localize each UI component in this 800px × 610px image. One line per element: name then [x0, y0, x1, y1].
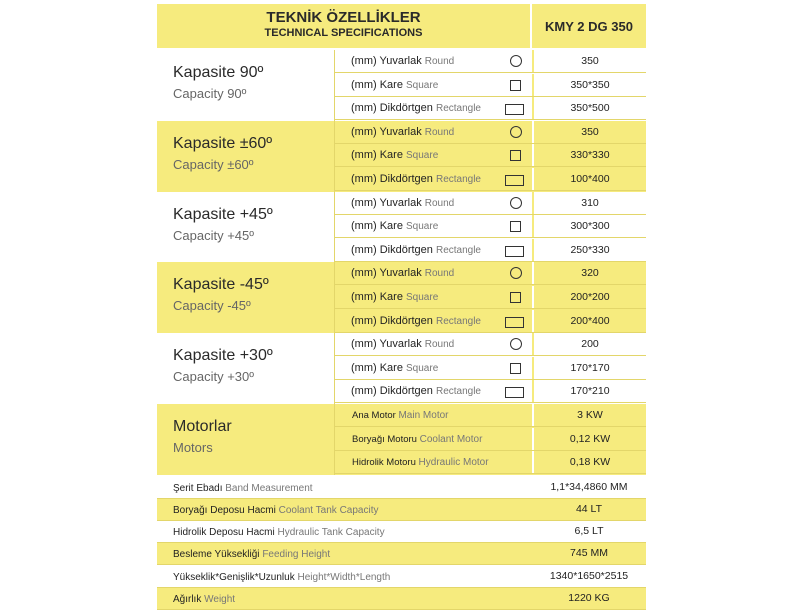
row-value: 0,18 KW — [532, 451, 646, 473]
row-label-en: Square — [406, 221, 439, 233]
row-label-en: Coolant Motor — [419, 433, 483, 445]
row-label-en: Hydraulic Motor — [418, 457, 489, 469]
row-label-en: Height*Width*Length — [297, 571, 391, 583]
circle-shape-icon — [510, 126, 522, 138]
row-value: 1,1*34,4860 MM — [550, 480, 628, 493]
row-label — [351, 173, 481, 185]
row-label-en: Round — [424, 126, 455, 138]
row-label-tr: (mm) Yuvarlak — [351, 125, 422, 138]
row-label — [352, 410, 448, 421]
spec-row — [335, 239, 646, 262]
row-label — [351, 126, 454, 138]
group-label-tr: Kapasite +45º — [173, 205, 273, 223]
row-label-tr: (mm) Yuvarlak — [351, 55, 422, 67]
group-label — [157, 333, 335, 404]
row-value: 350*350 — [532, 74, 646, 96]
group-label-tr: Kapasite 90º — [173, 64, 264, 81]
spec-row — [335, 50, 646, 73]
row-label — [351, 55, 454, 67]
row-value: 350*500 — [532, 97, 646, 119]
row-label — [351, 79, 438, 91]
row-value: 170*170 — [532, 357, 646, 379]
group-label-tr: Kapasite -45º — [173, 276, 269, 294]
spec-row — [335, 286, 646, 309]
circle-shape-icon — [510, 338, 522, 350]
row-label — [173, 549, 330, 560]
group-label-tr: Kapasite +30º — [173, 347, 273, 365]
row-label-en: Round — [424, 56, 455, 67]
circle-shape-icon — [510, 267, 522, 279]
group-label — [157, 121, 335, 192]
model-header — [532, 4, 646, 48]
row-label-tr: Hidrolik Deposu Hacmi — [173, 527, 275, 539]
row-label — [351, 267, 454, 279]
spec-row — [335, 310, 646, 333]
row-label-tr: (mm) Kare — [351, 361, 403, 374]
row-label-en: Weight — [204, 593, 236, 605]
spec-sheet — [157, 4, 646, 605]
spec-row — [157, 521, 646, 543]
row-label-en: Round — [424, 268, 455, 280]
row-label-en: Coolant Tank Capacity — [278, 505, 379, 516]
row-label-en: Rectangle — [435, 386, 481, 398]
circle-shape-icon — [510, 197, 522, 209]
square-shape-icon — [510, 150, 521, 161]
spec-row — [335, 428, 646, 451]
spec-row — [335, 192, 646, 215]
spec-row — [157, 477, 646, 499]
group-label — [157, 262, 335, 333]
row-label — [173, 594, 235, 605]
spec-row — [335, 168, 646, 191]
row-label — [351, 197, 454, 209]
row-value: 200 — [532, 333, 646, 355]
square-shape-icon — [510, 221, 521, 232]
row-label — [351, 315, 481, 327]
spec-row — [157, 566, 646, 588]
row-value: 350 — [532, 121, 646, 143]
group-label — [157, 404, 335, 475]
group-label-en: Capacity 90º — [173, 86, 247, 101]
row-label — [173, 505, 378, 516]
row-value: 310 — [532, 192, 646, 214]
row-label-en: Rectangle — [435, 103, 481, 115]
row-label-tr: Boryağı Motoru — [352, 433, 417, 445]
row-label-tr: (mm) Yuvarlak — [351, 267, 422, 280]
row-value: 170*210 — [532, 380, 646, 402]
group-label-tr: Kapasite ±60º — [173, 134, 273, 152]
spec-row — [335, 333, 646, 356]
row-label-tr: Şerit Ebadı — [173, 482, 223, 494]
square-shape-icon — [510, 363, 521, 374]
row-label — [352, 434, 482, 445]
row-label — [351, 291, 438, 303]
spec-row — [335, 97, 646, 120]
row-label-tr: (mm) Kare — [351, 220, 403, 233]
group-label — [157, 50, 335, 121]
row-label-tr: (mm) Dikdörtgen — [351, 102, 433, 115]
header-title-en: TECHNICAL SPECIFICATIONS — [264, 27, 423, 39]
row-label — [352, 457, 489, 468]
row-value: 0,12 KW — [532, 428, 646, 450]
row-label-en: Rectangle — [435, 315, 481, 327]
spec-row — [335, 144, 646, 167]
spec-group — [157, 192, 646, 263]
row-label-tr: (mm) Dikdörtgen — [351, 172, 433, 185]
group-label-en: Capacity -45º — [173, 298, 251, 314]
row-label — [351, 149, 438, 161]
row-label-en: Rectangle — [435, 244, 481, 256]
row-label-en: Rectangle — [435, 173, 481, 185]
row-label-tr: Boryağı Deposu Hacmi — [173, 505, 276, 516]
row-label-tr: (mm) Kare — [351, 290, 403, 303]
group-label — [157, 192, 335, 263]
spec-row — [335, 121, 646, 144]
row-label-en: Round — [424, 339, 455, 351]
sheet-header — [157, 4, 530, 48]
row-label-tr: (mm) Dikdörtgen — [351, 314, 433, 327]
row-label-tr: Ana Motor — [352, 410, 396, 421]
row-value: 745 MM — [570, 547, 608, 560]
rect-shape-icon — [505, 246, 524, 257]
spec-group — [157, 50, 646, 121]
group-label-tr: Motorlar — [173, 418, 232, 435]
row-label-en: Square — [406, 79, 439, 91]
row-label — [351, 385, 481, 397]
row-value: 100*400 — [532, 168, 646, 190]
spec-row — [335, 404, 646, 427]
row-label-en: Square — [406, 291, 439, 303]
row-value: 320 — [532, 262, 646, 284]
row-label — [351, 338, 454, 350]
row-label-en: Hydraulic Tank Capacity — [277, 527, 385, 539]
row-label-tr: (mm) Dikdörtgen — [351, 385, 433, 398]
rect-shape-icon — [505, 387, 524, 398]
spec-row — [157, 588, 646, 610]
rect-shape-icon — [505, 104, 524, 115]
spec-group — [157, 404, 646, 475]
spec-group — [157, 262, 646, 333]
row-label-en: Feeding Height — [262, 549, 331, 561]
row-value: 300*300 — [532, 215, 646, 237]
row-label-tr: (mm) Kare — [351, 78, 403, 91]
model-name: KMY 2 DG 350 — [545, 18, 633, 34]
row-label-en: Square — [406, 150, 439, 162]
row-value: 200*400 — [532, 310, 646, 332]
row-value: 1340*1650*2515 — [549, 569, 629, 582]
row-value: 250*330 — [532, 239, 646, 261]
circle-shape-icon — [510, 55, 522, 67]
row-label-tr: (mm) Kare — [351, 149, 403, 162]
row-value: 330*330 — [532, 144, 646, 166]
spec-row — [335, 357, 646, 380]
row-label — [351, 220, 438, 232]
spec-row — [335, 262, 646, 285]
row-label-tr: (mm) Dikdörtgen — [351, 243, 433, 256]
row-value: 350 — [532, 50, 646, 72]
row-label-tr: (mm) Yuvarlak — [351, 338, 422, 351]
row-label-tr: Ağırlık — [173, 593, 202, 605]
group-label-en: Capacity +45º — [173, 227, 254, 243]
row-value: 6,5 LT — [574, 525, 604, 538]
row-label — [351, 362, 438, 374]
row-value: 44 LT — [575, 503, 603, 515]
header-title-tr: TEKNİK ÖZELLİKLER — [266, 9, 421, 26]
row-label-tr: Besleme Yüksekliği — [173, 549, 260, 561]
row-label-en: Band Measurement — [225, 482, 313, 494]
spec-row — [335, 451, 646, 474]
row-label — [351, 244, 481, 256]
spec-group — [157, 121, 646, 192]
row-label-tr: Hidrolik Motoru — [352, 457, 416, 469]
row-label-tr: Yükseklik*Genişlik*Uzunluk — [173, 571, 295, 583]
spec-row — [335, 74, 646, 97]
row-label — [173, 572, 390, 583]
row-label-en: Round — [424, 197, 455, 209]
row-label — [173, 483, 313, 494]
spec-row — [335, 380, 646, 403]
square-shape-icon — [510, 80, 521, 91]
group-label-en: Motors — [173, 440, 213, 455]
spec-group — [157, 333, 646, 404]
spec-row — [335, 215, 646, 238]
row-label — [351, 102, 481, 114]
square-shape-icon — [510, 292, 521, 303]
row-label-tr: (mm) Yuvarlak — [351, 196, 422, 209]
spec-row — [157, 543, 646, 565]
group-label-en: Capacity ±60º — [173, 156, 254, 172]
group-label-en: Capacity +30º — [173, 369, 254, 385]
rect-shape-icon — [505, 175, 524, 186]
row-label — [173, 527, 385, 538]
row-value: 200*200 — [532, 286, 646, 308]
row-label-en: Main Motor — [398, 410, 449, 421]
spec-row — [157, 499, 646, 521]
row-value: 1220 KG — [568, 591, 610, 604]
row-value: 3 KW — [532, 404, 646, 426]
row-label-en: Square — [406, 362, 439, 374]
rect-shape-icon — [505, 317, 524, 328]
